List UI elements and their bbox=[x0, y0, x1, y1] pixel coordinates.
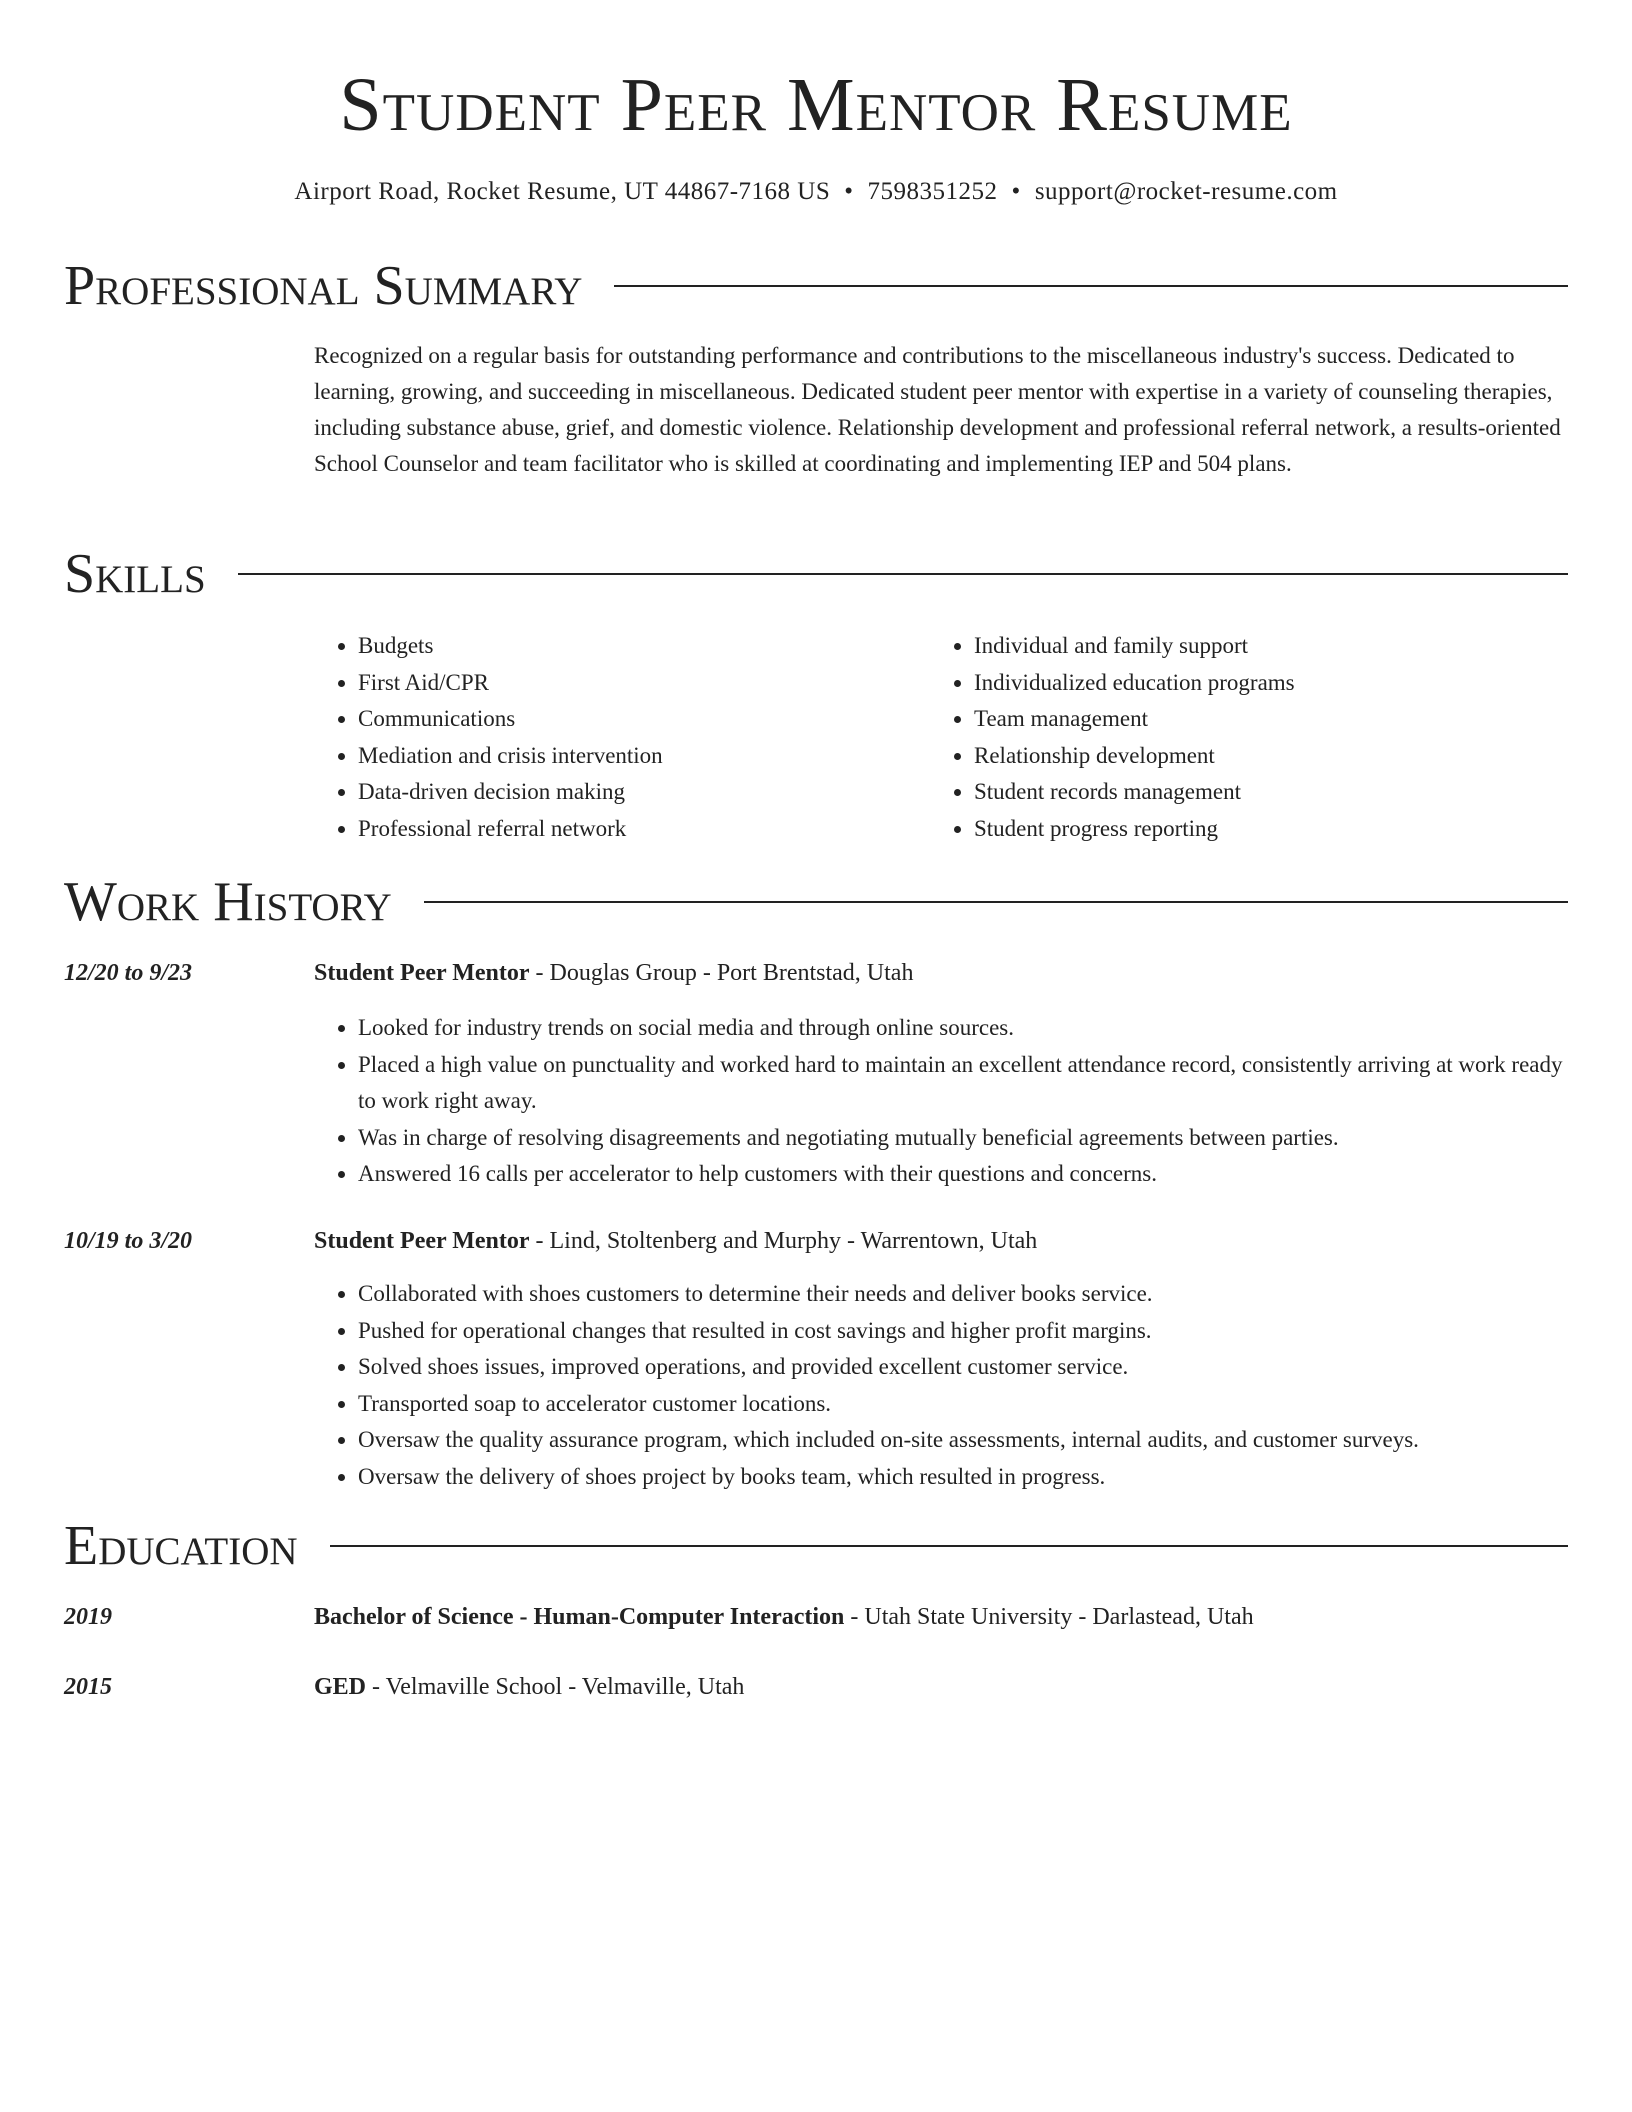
education-details: - Utah State University - Darlastead, Utah bbox=[844, 1604, 1254, 1630]
contact-separator: • bbox=[1011, 178, 1021, 205]
job-bullet: • Collaborated with shoes customers to determine their needs and deliver books service. bbox=[358, 1276, 1564, 1313]
contact-email: support@rocket-resume.com bbox=[1034, 178, 1338, 205]
job-dates: 12/20 to 9/23 bbox=[64, 960, 193, 986]
education-degree: Bachelor of Science - Human-Computer Interaction bbox=[314, 1604, 845, 1630]
job-bullet: • Placed a high value on punctuality and worked hard to maintain an excellent attendance record, consistently arriving at work ready to work right away. bbox=[358, 1047, 1564, 1120]
section-divider bbox=[238, 573, 1568, 575]
job-bullets bbox=[314, 1010, 1564, 1193]
education-details: - Velmaville School - Velmaville, Utah bbox=[366, 1674, 745, 1700]
job-dates: 10/19 to 3/20 bbox=[64, 1228, 193, 1254]
job-bullet: • Oversaw the quality assurance program, which included on-site assessments, internal audits, and customer surveys. bbox=[358, 1422, 1564, 1459]
summary-section-header bbox=[64, 254, 1568, 318]
education-section-header bbox=[64, 1514, 1568, 1578]
skills-list-right bbox=[930, 628, 1295, 848]
section-divider bbox=[614, 285, 1568, 287]
skill-item: • Individual and family support bbox=[974, 628, 1295, 665]
skill-item: • Student progress reporting bbox=[974, 811, 1295, 848]
skill-item: • Data-driven decision making bbox=[358, 774, 663, 811]
education-year: 2015 bbox=[64, 1674, 112, 1700]
contact-separator: • bbox=[844, 178, 854, 205]
education-degree: GED bbox=[314, 1674, 367, 1700]
skill-item: • Budgets bbox=[358, 628, 663, 665]
education-year: 2019 bbox=[64, 1604, 112, 1630]
skill-item: • Professional referral network bbox=[358, 811, 663, 848]
job-bullet: • Looked for industry trends on social media and through online sources. bbox=[358, 1010, 1564, 1047]
education-entry bbox=[314, 1670, 744, 1704]
skill-item: • Student records management bbox=[974, 774, 1295, 811]
job-role: Student Peer Mentor bbox=[314, 960, 530, 986]
education-entry bbox=[314, 1600, 1254, 1634]
summary-text: Recognized on a regular basis for outstanding performance and contributions to the miscellaneous industry's success. Dedicated to learning, growing, and succeeding in miscellaneous. Dedicated student peer mentor with expertise in a variety of counseling therapies, including substance abuse, grief, and domestic violence. Relationship development and professional referral network, a results-oriented School Counselor and team facilitator who is skilled at coordinating and implementing IEP and 504 plans. bbox=[314, 343, 1561, 476]
job-bullet: • Was in charge of resolving disagreements and negotiating mutually beneficial agreements between parties. bbox=[358, 1120, 1564, 1157]
skill-item: • Relationship development bbox=[974, 738, 1295, 775]
contact-line bbox=[0, 174, 1632, 210]
job-title-line bbox=[314, 956, 913, 990]
skill-item: • First Aid/CPR bbox=[358, 665, 663, 702]
work-section-title: Work History bbox=[64, 871, 392, 933]
skill-item: • Mediation and crisis intervention bbox=[358, 738, 663, 775]
skills-section-header bbox=[64, 542, 1568, 606]
resume-title: Student Peer Mentor Resume bbox=[339, 63, 1293, 147]
job-bullet: • Oversaw the delivery of shoes project by books team, which resulted in progress. bbox=[358, 1459, 1564, 1496]
job-bullet: • Pushed for operational changes that resulted in cost savings and higher profit margins. bbox=[358, 1313, 1564, 1350]
job-details: - Douglas Group - Port Brentstad, Utah bbox=[529, 960, 914, 986]
job-bullet: • Solved shoes issues, improved operations, and provided excellent customer service. bbox=[358, 1349, 1564, 1386]
education-section-title: Education bbox=[64, 1515, 298, 1577]
skill-item: • Team management bbox=[974, 701, 1295, 738]
skill-item: • Communications bbox=[358, 701, 663, 738]
job-bullet: • Answered 16 calls per accelerator to help customers with their questions and concerns. bbox=[358, 1156, 1564, 1193]
job-role: Student Peer Mentor bbox=[314, 1228, 530, 1254]
job-bullets bbox=[314, 1276, 1564, 1496]
job-bullet: • Transported soap to accelerator customer locations. bbox=[358, 1386, 1564, 1423]
section-divider bbox=[330, 1545, 1568, 1547]
work-section-header bbox=[64, 870, 1568, 934]
section-divider bbox=[424, 901, 1568, 903]
skills-section-title: Skills bbox=[64, 543, 206, 605]
skills-list-left bbox=[314, 628, 663, 848]
skill-item: • Individualized education programs bbox=[974, 665, 1295, 702]
job-title-line bbox=[314, 1224, 1037, 1258]
summary-section-title: Professional Summary bbox=[64, 255, 583, 317]
contact-phone: 7598351252 bbox=[867, 178, 998, 205]
contact-address: Airport Road, Rocket Resume, UT 44867-7168 US bbox=[294, 178, 831, 205]
job-details: - Lind, Stoltenberg and Murphy - Warrentown, Utah bbox=[529, 1228, 1038, 1254]
